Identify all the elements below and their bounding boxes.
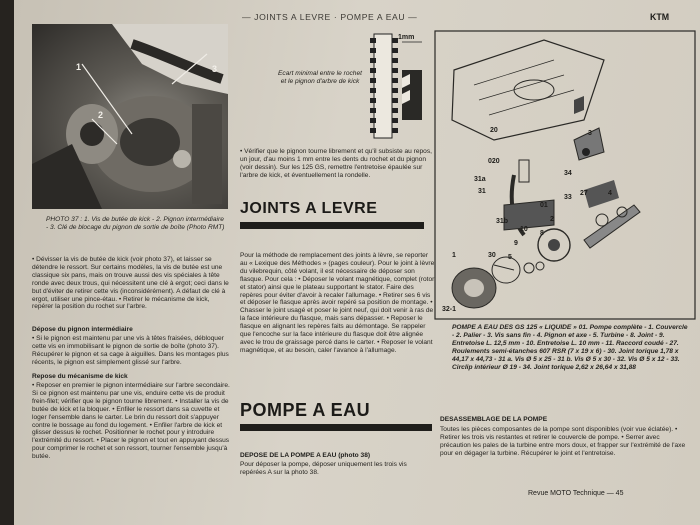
pompe-title-rule — [240, 424, 432, 431]
pump-label-27: 27 — [580, 190, 588, 197]
pump-label-31: 31 — [478, 188, 486, 195]
pump-label-8: 8 — [540, 230, 544, 237]
running-title: — JOINTS A LEVRE · POMPE A EAU — — [242, 12, 418, 22]
pump-label-5: 5 — [508, 254, 512, 261]
pump-label-020: 020 — [488, 158, 500, 165]
pump-label-9: 9 — [514, 240, 518, 247]
kick-check-note: • Vérifier que le pignon tourne librement et qu'il subsiste au repos, un jour, d'au moins 1 mm entre les dents du rochet et du pignon (voir dessin). Sur les 125 GS, remettre l'entretoise épaulée sur l'arbre de kick, et éventuellement la rondelle. — [240, 148, 432, 179]
gear-figure-caption: Ecart minimal entre le rochet et le pignon d'arbre de kick — [278, 70, 362, 85]
joints-text: Pour la méthode de remplacement des joints à lèvre, se reporter au « Lexique des Méthodes » (pages couleur). Pour le joint à lèvre du vilebrequin, côté volant, il est nécessaire de déposer son flasque. Pour cela : • Déposer le volant magnétique, complet (rotor et stator) ainsi que le plateau supportant le stator. Faire des repères pour éviter d'avoir à recaler l'allumage. • Retirer ses 6 vis et déposer le flasque après avoir repéré sa position de montage. • Chasser le joint usagé et poser le joint neuf, qui doit venir à ras de la face intérieure du flasque, mais sans dépasser. • Reposer le flasque en alignant les repères faits au démontage. Se rappeler que l'encoche sur la face intérieure du flasque doit être alignée avec le trou de graissage percé dans le carter. • Reposer le volant magnétique, et au besoin, caler l'avance à l'allumage. — [240, 252, 435, 354]
pump-label-01: 01 — [540, 202, 548, 209]
heading-depose-pignon: Dépose du pignon intermédiaire — [32, 326, 133, 333]
repose-kick-text: • Reposer en premier le pignon intermédiaire sur l'arbre secondaire. Si ce pignon est maintenu par une vis, enduire cette vis de produit frein-filet; vérifier que le pignon tourne librement. • Installer la vis de butée de kick et la bloquer. • Enfiler le ressort dans sa cuvette et loger l'ensemble dans le carter. Le brin du ressort doit s'appuyer contre le bossage au fond du logement. • Enfiler l'arbre de kick et glisser dessus le rochet. Positionner le rochet pour y introduire l'extrémité du ressort. • Placer le pignon et tout en appuyant dessus pour comprimer le rochet et son ressort, tourner l'ensemble jusqu'à butée. — [32, 382, 230, 461]
pump-label-31b: 31b — [496, 218, 509, 225]
pump-label-1: 1 — [452, 252, 456, 259]
pump-label-31a: 31a — [474, 176, 486, 183]
joints-title: JOINTS A LEVRE — [240, 200, 378, 217]
photo-37-caption: PHOTO 37 : 1. Vis de butée de kick - 2. Pignon intermédiaire - 3. Clé de blocage du pignon de sortie de boîte (Photo RMT) — [46, 216, 225, 231]
depose-pompe-text: Pour déposer la pompe, déposer uniquement les trois vis repérées A sur la photo 38. — [240, 461, 407, 476]
heading-repose-kick: Repose du mécanisme de kick — [32, 373, 128, 380]
pompe-title: POMPE A EAU — [240, 400, 371, 420]
pump-label-4: 4 — [608, 190, 612, 197]
pump-label-34: 34 — [564, 170, 572, 177]
page-folio: Revue MOTO Technique — 45 — [528, 490, 624, 497]
heading-desassemblage: DESASSEMBLAGE DE LA POMPE — [440, 416, 548, 423]
gear-clearance-figure — [366, 30, 426, 142]
desassemblage-text: Toutes les pièces composantes de la pompe sont disponibles (voir vue éclatée). • Retirer les trois vis restantes et retirer le couvercle de pompe. • Serrer avec précaution les pales de la turbine entre mors doux, et frapper sur l'extrémité de l'axe pour en dégager la turbine. Récupérer le joint et l'entretoise. — [440, 426, 686, 457]
pump-label-32-1: 32-1 — [442, 306, 457, 313]
heading-depose-pompe: DEPOSE DE LA POMPE A EAU (photo 38) — [240, 452, 371, 459]
gear-dimension-label: 1mm — [398, 34, 415, 41]
depose-pignon-text: • Si le pignon est maintenu par une vis à têtes fraisées, débloquer cette vis en immobilisant le pignon de sortie de boîte (photo 37). Récupérer le pignon et sa cage à aiguilles. Dans les montages plus récents, le pignon est simplement glissé sur l'arbre. — [32, 335, 229, 366]
engine-photo-illustration — [32, 24, 228, 209]
photo-label-1: 1 — [76, 62, 82, 72]
pump-label-10: 10 — [520, 226, 528, 233]
water-pump-exploded-view — [434, 30, 696, 320]
photo-label-2: 2 — [98, 110, 104, 120]
kick-removal-text: • Dévisser la vis de butée de kick (voir photo 37), et laisser se détendre le ressort. Sur certains modèles, la vis de butée est une classique six pans, mais on trouve aussi des vis spéciales à tête ronde avec deux trous, qui nécessitent une clé à ergot; ceci dans le but d'éviter de retirer cette vis (inconsidérément). A défaut de clé à ergot, utiliser une pince-étau. • Retirer le mécanisme de kick, repérer la position du rochet sur l'arbre. — [32, 256, 229, 311]
pump-legend: POMPE A EAU DES GS 125 « LIQUIDE » 01. Pompe complète - 1. Couvercle - 2. Palier - 3. Vis sans fin - 4. Pignon et axe - 5. Turbine - 8. Joint - 9. Entretoise L. 12,5 mm - 10. Entretoise L. 10 mm - 11. Raccord coudé - 27. Roulements semi-étanches 607 RSR (7 x 19 x 6) - 30. Joint torique 1,78 x 44,17 x 44,73 - 31 a. Vis Ø 5 x 25 - 31 b. Vis Ø 5 x 30 - 32. Vis Ø 5 x 12 - 33. Circlip intérieur Ø 19 - 34. Joint torique 2,62 x 26,64 x 31,88 — [452, 324, 688, 371]
pump-label-33: 33 — [564, 194, 572, 201]
pump-label-2: 2 — [550, 216, 554, 223]
brand-label: KTM — [650, 12, 670, 22]
photo-label-3: 3 — [212, 64, 218, 74]
joints-title-rule — [240, 222, 424, 229]
pump-label-30: 30 — [488, 252, 496, 259]
pump-label-20: 20 — [490, 127, 498, 134]
gear-diagram-icon — [366, 30, 426, 142]
magazine-page — [14, 0, 700, 525]
photo-37 — [32, 24, 228, 209]
pump-label-3: 3 — [588, 130, 592, 137]
